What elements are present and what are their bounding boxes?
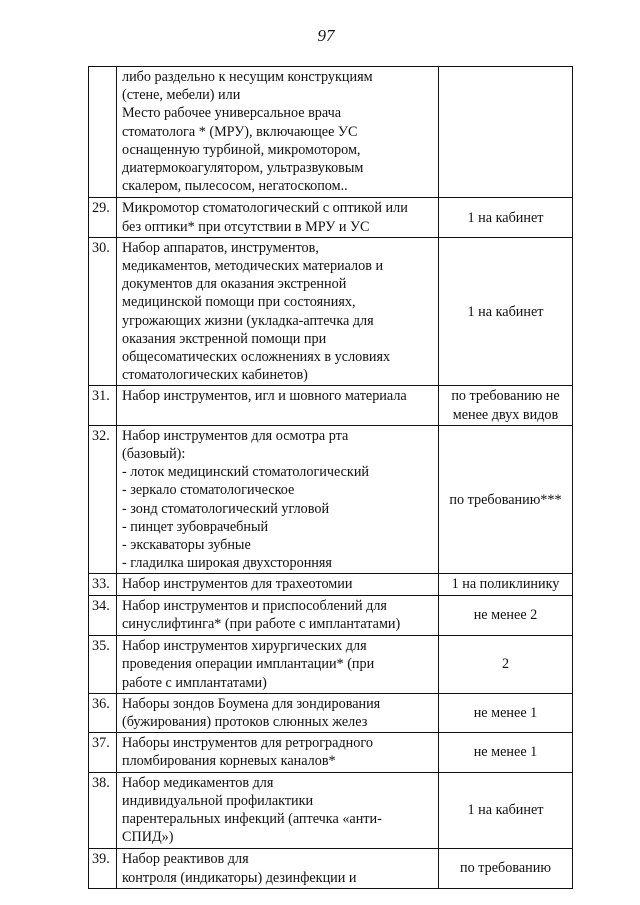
description-line: оснащенную турбиной, микромотором, bbox=[122, 141, 361, 158]
description-line: Набор инструментов и приспособлений для bbox=[122, 597, 387, 614]
table-row bbox=[89, 237, 573, 386]
requirement-line: 1 на кабинет bbox=[467, 303, 544, 320]
requirement-cell bbox=[439, 772, 573, 849]
description-line: парентеральных инфекций (аптечка «анти- bbox=[122, 810, 382, 827]
item-description bbox=[117, 693, 439, 732]
description-line: проведения операции имплантации* (при bbox=[122, 656, 375, 673]
table-row bbox=[89, 733, 573, 772]
row-number: 38. bbox=[89, 772, 117, 849]
description-line: стоматологических кабинетов) bbox=[122, 367, 308, 384]
description-line: Набор медикаментов для bbox=[122, 774, 274, 791]
requirement-cell bbox=[439, 595, 573, 635]
equipment-table bbox=[88, 66, 573, 889]
description-line: Набор аппаратов, инструментов, bbox=[122, 239, 319, 256]
table-row bbox=[89, 595, 573, 635]
requirement-line: менее двух видов bbox=[452, 406, 559, 423]
description-line: - экскаваторы зубные bbox=[122, 537, 251, 554]
description-line: документов для оказания экстренной bbox=[122, 276, 347, 293]
requirement-line: не менее 2 bbox=[473, 606, 538, 623]
item-description bbox=[117, 237, 439, 386]
table-row bbox=[89, 636, 573, 694]
requirement-line: по требованию не bbox=[451, 388, 560, 405]
table-row bbox=[89, 386, 573, 425]
description-line: синуслифтинга* (при работе с имплантатами) bbox=[122, 615, 401, 632]
description-line: диатермокоагулятором, ультразвуковым bbox=[122, 160, 364, 177]
requirement-cell bbox=[439, 636, 573, 694]
description-line: индивидуальной профилактики bbox=[122, 792, 314, 809]
item-description bbox=[117, 67, 439, 198]
description-line: либо раздельно к несущим конструкциям bbox=[122, 69, 373, 85]
description-line: без оптики* при отсутствии в МРУ и УС bbox=[122, 218, 370, 235]
description-line: Набор инструментов для осмотра рта bbox=[122, 427, 349, 444]
description-line: стоматолога * (МРУ), включающее УС bbox=[122, 123, 358, 140]
item-description bbox=[117, 595, 439, 635]
row-number bbox=[89, 67, 117, 198]
item-description bbox=[117, 386, 439, 425]
requirement-cell bbox=[439, 425, 573, 574]
requirement-line: не менее 1 bbox=[473, 744, 538, 761]
description-line: Наборы зондов Боумена для зондирования bbox=[122, 695, 381, 712]
description-line: скалером, пылесосом, негатоскопом.. bbox=[122, 178, 348, 195]
item-description bbox=[117, 772, 439, 849]
page-number: 97 bbox=[317, 26, 335, 45]
table-row bbox=[89, 849, 573, 888]
requirement-line: 2 bbox=[501, 656, 510, 673]
requirement-line: по требованию*** bbox=[449, 491, 562, 508]
row-number: 36. bbox=[89, 693, 117, 732]
description-line: контроля (индикаторы) дезинфекции и bbox=[122, 869, 357, 886]
description-line: Микромотор стоматологический с оптикой или bbox=[122, 200, 408, 217]
item-description bbox=[117, 198, 439, 237]
description-line: медицинской помощи при состояниях, bbox=[122, 294, 356, 311]
description-line: СПИД») bbox=[122, 829, 174, 846]
description-line: Набор реактивов для bbox=[122, 851, 249, 868]
row-number: 29. bbox=[89, 198, 117, 237]
item-description bbox=[117, 733, 439, 772]
description-line: общесоматических осложнениях в условиях bbox=[122, 349, 391, 366]
description-line: пломбирования корневых каналов* bbox=[122, 753, 336, 770]
description-line: оказания экстренной помощи при bbox=[122, 330, 327, 347]
item-description bbox=[117, 425, 439, 574]
requirement-line: 1 на кабинет bbox=[467, 801, 544, 818]
row-number: 34. bbox=[89, 595, 117, 635]
row-number: 37. bbox=[89, 733, 117, 772]
requirement-cell bbox=[439, 67, 573, 198]
requirement-cell bbox=[439, 198, 573, 237]
requirement-cell bbox=[439, 693, 573, 732]
description-line: (стене, мебели) или bbox=[122, 87, 241, 104]
description-line: медикаментов, методических материалов и bbox=[122, 258, 384, 275]
description-line: - лоток медицинский стоматологический bbox=[122, 464, 370, 481]
row-number: 32. bbox=[89, 425, 117, 574]
row-number: 31. bbox=[89, 386, 117, 425]
item-description bbox=[117, 849, 439, 888]
table-row bbox=[89, 425, 573, 574]
row-number: 35. bbox=[89, 636, 117, 694]
description-line: Место рабочее универсальное врача bbox=[122, 105, 342, 122]
requirement-cell bbox=[439, 237, 573, 386]
requirement-line: не менее 1 bbox=[473, 704, 538, 721]
description-line: Наборы инструментов для ретроградного bbox=[122, 735, 373, 752]
table-row bbox=[89, 574, 573, 595]
requirement-line: 1 на кабинет bbox=[467, 209, 544, 226]
requirement-line: 1 на поликлинику bbox=[451, 576, 560, 593]
requirement-line: по требованию bbox=[460, 860, 551, 877]
description-line: - гладилка широкая двухсторонняя bbox=[122, 555, 332, 572]
description-line: - зонд стоматологический угловой bbox=[122, 500, 330, 517]
requirement-cell bbox=[439, 733, 573, 772]
description-line: Набор инструментов для трахеотомии bbox=[122, 576, 353, 593]
description-line: - пинцет зубоврачебный bbox=[122, 518, 269, 535]
table-row bbox=[89, 693, 573, 732]
description-line: Набор инструментов хирургических для bbox=[122, 638, 367, 655]
row-number: 39. bbox=[89, 849, 117, 888]
row-number: 33. bbox=[89, 574, 117, 595]
item-description bbox=[117, 636, 439, 694]
table-row bbox=[89, 67, 573, 198]
description-line: - зеркало стоматологическое bbox=[122, 482, 295, 499]
requirement-cell bbox=[439, 849, 573, 888]
requirement-cell bbox=[439, 574, 573, 595]
description-line: (базовый): bbox=[122, 446, 186, 463]
description-line: работе с имплантатами) bbox=[122, 674, 267, 691]
table-row bbox=[89, 772, 573, 849]
row-number: 30. bbox=[89, 237, 117, 386]
description-line: угрожающих жизни (укладка-аптечка для bbox=[122, 312, 374, 329]
description-line: (бужирования) протоков слюнных желез bbox=[122, 713, 368, 730]
item-description bbox=[117, 574, 439, 595]
requirement-cell bbox=[439, 386, 573, 425]
table-row bbox=[89, 198, 573, 237]
description-line: Набор инструментов, игл и шовного материала bbox=[122, 388, 407, 405]
